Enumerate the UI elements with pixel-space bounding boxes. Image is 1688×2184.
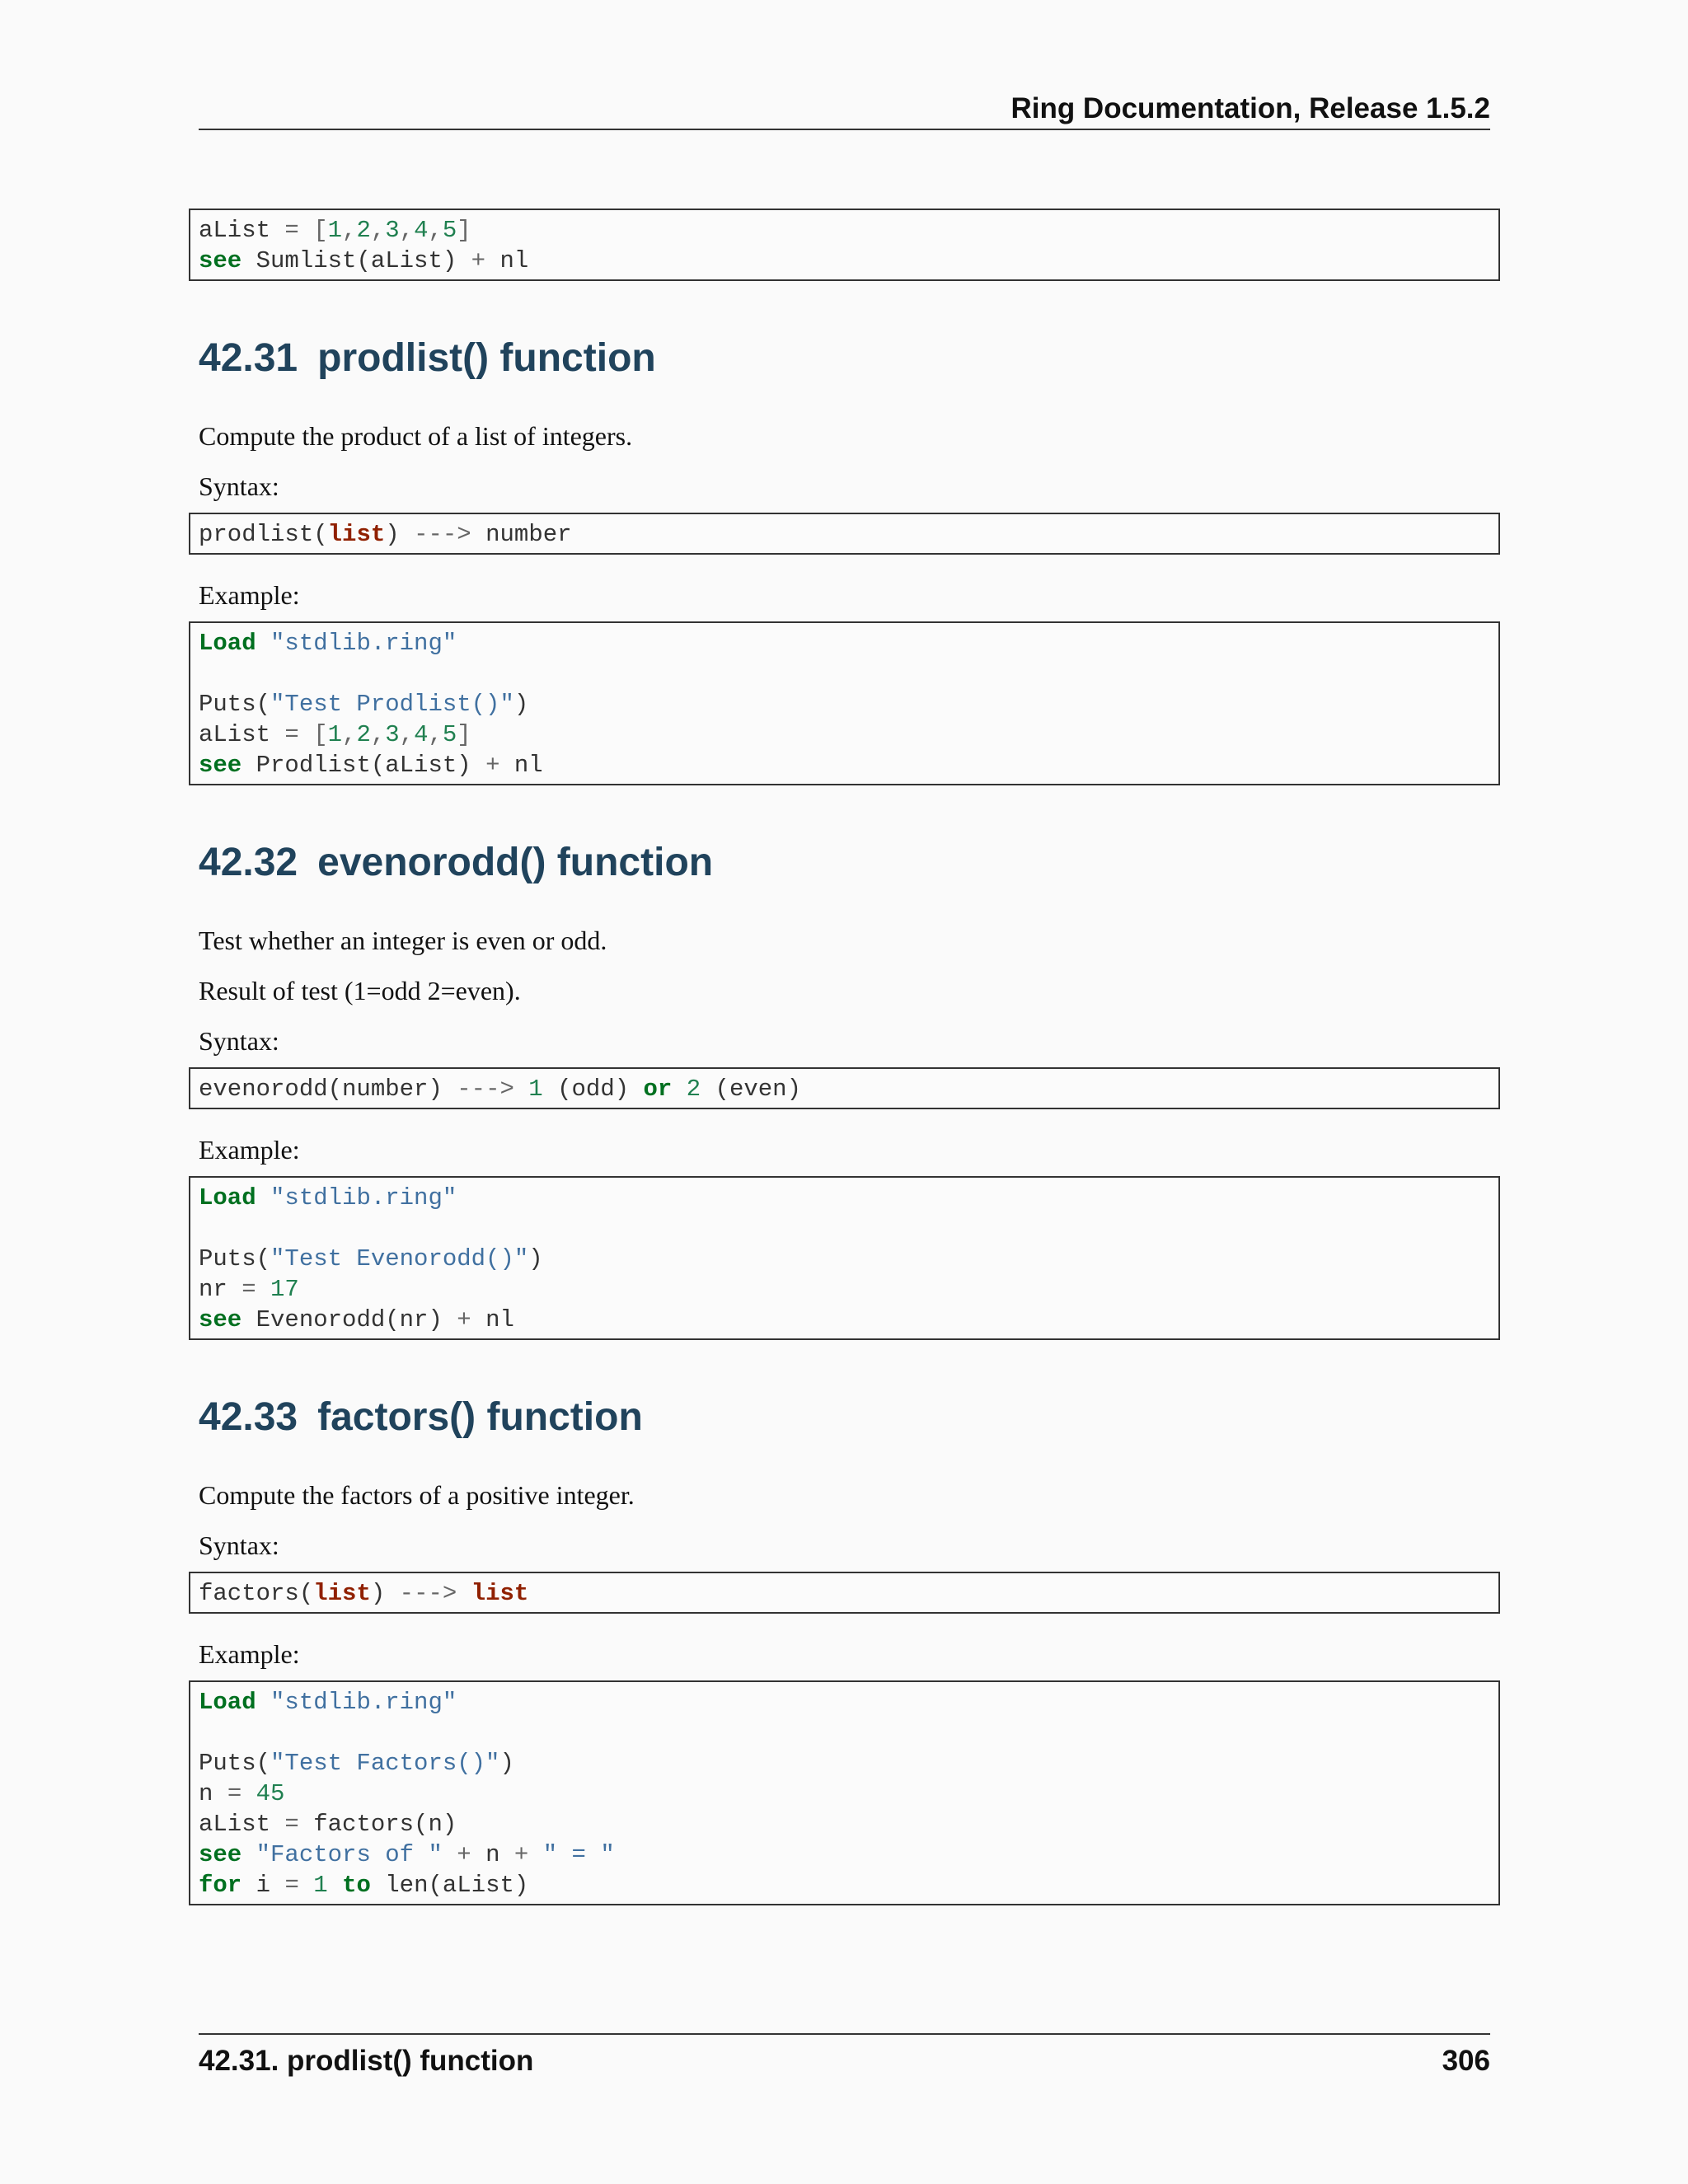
code-token: 5 <box>442 721 457 748</box>
code-token: ] <box>457 217 471 244</box>
code-line <box>199 1213 1490 1244</box>
code-token: number <box>471 521 572 548</box>
code-token: n <box>199 1780 227 1807</box>
code-token: list <box>313 1580 371 1607</box>
code-token: + <box>457 1841 471 1868</box>
code-token: [ <box>313 721 328 748</box>
code-line <box>199 1274 1490 1305</box>
code-token: nr <box>199 1276 242 1303</box>
code-token: ) <box>370 1580 400 1607</box>
code-token: aList <box>199 1811 285 1838</box>
code-token: evenorodd(number) <box>199 1076 457 1103</box>
code-token: 4 <box>414 721 429 748</box>
code-token: ] <box>457 721 471 748</box>
code-token: 3 <box>385 721 400 748</box>
code-token: see <box>199 1841 242 1868</box>
code-token: see <box>199 1306 242 1333</box>
code-token: (even) <box>701 1076 801 1103</box>
code-block-prodlist-syntax <box>189 513 1500 555</box>
code-token: , <box>342 721 357 748</box>
code-token <box>328 1872 342 1899</box>
section-title: prodlist() function <box>317 336 656 380</box>
code-token: Evenorodd(nr) <box>241 1306 457 1333</box>
page-content <box>199 209 1490 1905</box>
code-line <box>199 1578 1490 1609</box>
code-token: = <box>284 1872 299 1899</box>
code-token: 2 <box>356 217 371 244</box>
code-token: i <box>241 1872 285 1899</box>
code-line <box>199 1718 1490 1748</box>
code-token: Load <box>199 1689 256 1716</box>
section-description: Compute the product of a list of integers. <box>199 421 633 451</box>
code-token: Load <box>199 630 256 657</box>
code-token: nl <box>485 247 529 274</box>
section-heading-factors <box>199 1394 1490 1440</box>
code-token: "stdlib.ring" <box>270 1689 457 1716</box>
code-line <box>199 1244 1490 1274</box>
code-token: [ <box>313 217 328 244</box>
code-token <box>256 630 270 657</box>
code-token: prodlist( <box>199 521 328 548</box>
example-label: Example: <box>199 1135 300 1165</box>
code-token: 1 <box>327 217 343 244</box>
code-token: Puts( <box>199 1245 271 1272</box>
code-line <box>199 1074 1490 1104</box>
code-line <box>199 1305 1490 1335</box>
code-token: see <box>199 247 242 274</box>
code-token: 5 <box>442 217 457 244</box>
section-heading-evenorodd <box>199 840 1490 885</box>
code-token: factors(n) <box>298 1811 457 1838</box>
code-token: 45 <box>256 1780 285 1807</box>
code-token: aList <box>199 721 285 748</box>
code-line <box>199 215 1490 246</box>
syntax-label: Syntax: <box>199 1530 279 1560</box>
code-block-prodlist-example <box>189 621 1500 785</box>
code-token: "Factors of " <box>256 1841 443 1868</box>
code-token: Load <box>199 1184 256 1212</box>
code-line <box>199 628 1490 658</box>
section-number: 42.33 <box>199 1395 298 1439</box>
code-token: = <box>227 1780 242 1807</box>
code-token: 3 <box>385 217 400 244</box>
code-block-factors-example <box>189 1680 1500 1905</box>
section-title: evenorodd() function <box>317 841 714 884</box>
code-token: , <box>342 217 357 244</box>
code-token: 2 <box>356 721 371 748</box>
code-line <box>199 1687 1490 1718</box>
code-token <box>299 721 313 748</box>
code-token: aList <box>199 217 285 244</box>
section-description: Compute the factors of a positive integer. <box>199 1480 635 1510</box>
code-token: Puts( <box>199 1750 271 1777</box>
footer-section: 42.31. prodlist() function <box>199 2045 534 2077</box>
code-token: Prodlist(aList) <box>241 752 486 779</box>
code-token: = <box>284 217 299 244</box>
code-token <box>241 1841 256 1868</box>
code-token: , <box>428 217 443 244</box>
code-token: ) <box>385 521 415 548</box>
code-token: , <box>428 721 443 748</box>
example-label: Example: <box>199 580 300 610</box>
code-token: see <box>199 752 242 779</box>
code-token: + <box>513 1841 529 1868</box>
code-token: + <box>457 1306 471 1333</box>
code-line <box>199 1870 1490 1900</box>
code-token <box>672 1076 686 1103</box>
code-token: ---> <box>399 1580 457 1607</box>
syntax-label: Syntax: <box>199 471 279 501</box>
code-line <box>199 1779 1490 1809</box>
code-line <box>199 1748 1490 1779</box>
code-token: = <box>241 1276 256 1303</box>
code-block-evenorodd-syntax <box>189 1067 1500 1109</box>
code-token: nl <box>471 1306 514 1333</box>
code-token <box>299 217 313 244</box>
code-token: ---> <box>414 521 471 548</box>
section-heading-prodlist <box>199 335 1490 381</box>
section-number: 42.31 <box>199 336 298 380</box>
code-token: ---> <box>457 1076 514 1103</box>
code-token <box>528 1841 542 1868</box>
code-token: + <box>471 247 486 274</box>
code-line <box>199 750 1490 780</box>
code-token: + <box>485 752 500 779</box>
code-token: 4 <box>414 217 429 244</box>
code-token: Sumlist(aList) <box>241 247 471 274</box>
code-token: n <box>471 1841 514 1868</box>
code-token <box>256 1689 270 1716</box>
code-token <box>514 1076 528 1103</box>
code-token: 17 <box>270 1276 299 1303</box>
code-token <box>241 1780 256 1807</box>
code-token: Puts( <box>199 691 271 718</box>
code-token: "Test Prodlist()" <box>270 691 514 718</box>
code-line <box>199 246 1490 276</box>
code-token: ) <box>499 1750 514 1777</box>
page-footer <box>199 2033 1490 2078</box>
code-block-factors-syntax <box>189 1572 1500 1614</box>
section-number: 42.32 <box>199 841 298 884</box>
code-token: len(aList) <box>370 1872 529 1899</box>
code-token: " = " <box>542 1841 615 1868</box>
code-token: list <box>471 1580 529 1607</box>
code-line <box>199 1840 1490 1870</box>
section-description: Test whether an integer is even or odd. <box>199 926 607 955</box>
code-token: or <box>643 1076 673 1103</box>
code-token: 1 <box>327 721 343 748</box>
code-token: "stdlib.ring" <box>270 630 457 657</box>
syntax-label: Syntax: <box>199 1026 279 1056</box>
page-number: 306 <box>1442 2045 1490 2077</box>
code-token: 1 <box>528 1076 543 1103</box>
code-token: (odd) <box>542 1076 644 1103</box>
code-block-sumlist <box>189 209 1500 281</box>
code-token: for <box>199 1872 242 1899</box>
code-token: , <box>399 217 415 244</box>
code-token: factors( <box>199 1580 314 1607</box>
code-token: , <box>399 721 415 748</box>
example-label: Example: <box>199 1639 300 1669</box>
code-line <box>199 719 1490 750</box>
code-line <box>199 1183 1490 1213</box>
code-token: , <box>370 721 386 748</box>
code-token: = <box>284 1811 299 1838</box>
code-token: "Test Factors()" <box>270 1750 500 1777</box>
section-description-2: Result of test (1=odd 2=even). <box>199 976 521 1005</box>
code-token: "Test Evenorodd()" <box>270 1245 529 1272</box>
code-token <box>299 1872 313 1899</box>
code-block-evenorodd-example <box>189 1176 1500 1340</box>
code-token <box>256 1276 270 1303</box>
code-token <box>443 1841 457 1868</box>
code-line <box>199 1809 1490 1840</box>
code-token <box>457 1580 471 1607</box>
code-token: to <box>342 1872 371 1899</box>
code-token: ) <box>513 691 529 718</box>
code-token: ) <box>528 1245 543 1272</box>
section-title: factors() function <box>317 1395 643 1439</box>
code-token: 2 <box>686 1076 701 1103</box>
code-token: , <box>370 217 386 244</box>
code-token: = <box>284 721 299 748</box>
code-token <box>256 1184 270 1212</box>
code-token: list <box>327 521 386 548</box>
code-line <box>199 689 1490 719</box>
code-line <box>199 658 1490 689</box>
running-header: Ring Documentation, Release 1.5.2 <box>199 92 1490 130</box>
code-token: 1 <box>313 1872 328 1899</box>
code-token: "stdlib.ring" <box>270 1184 457 1212</box>
code-line <box>199 519 1490 550</box>
code-token: nl <box>499 752 543 779</box>
